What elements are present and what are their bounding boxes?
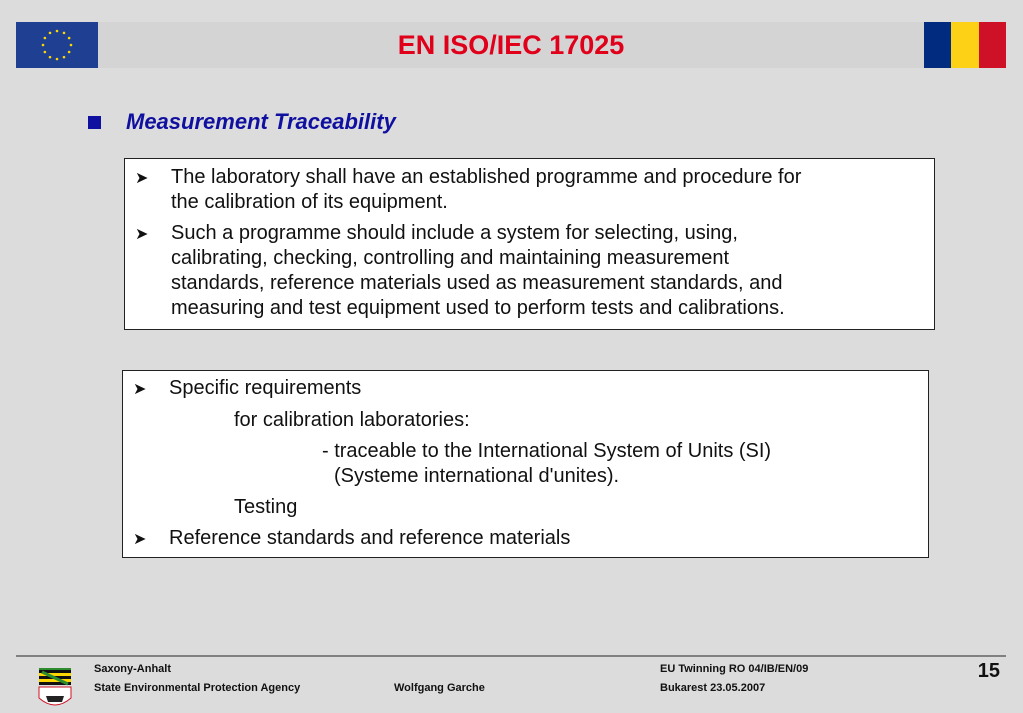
eu-star [44,51,47,54]
list-item [133,526,918,552]
arrow-bullet-icon: ➤ [135,226,149,243]
section-heading: Measurement Traceability [126,109,396,134]
footer-org-name: Saxony-Anhalt [94,663,172,675]
list-item [135,221,924,321]
text-line: the calibration of its equipment. [171,191,448,213]
flag-stripe-blue [924,22,951,68]
arrow-bullet-icon: ➤ [133,531,147,548]
sub-item: Testing [234,496,298,518]
eu-star [49,32,52,35]
footer-divider [16,655,1006,657]
text-line: measuring and test equipment used to perform tests and calibrations. [171,297,785,319]
requirements-box [124,158,935,330]
eu-star [49,56,52,59]
eu-star [63,32,66,35]
flag-stripe-yellow [951,22,978,68]
text-line: The laboratory shall have an established programme and procedure for [171,166,802,188]
eu-star [68,37,71,40]
text-line: Such a programme should include a system for selecting, using, [171,222,738,244]
text-line: Reference standards and reference materials [169,527,571,549]
romania-flag-icon [924,22,1006,68]
slide-title: EN ISO/IEC 17025 [397,30,625,60]
eu-star [44,37,47,40]
eu-flag-icon [16,22,98,68]
sub-item: for calibration laboratories: [234,409,470,431]
sub-item: - traceable to the International System of Units (SI) [322,440,772,462]
flag-stripe-red [979,22,1006,68]
section-bullet-icon [88,116,101,129]
text-line: standards, reference materials used as measurement standards, and [171,272,783,294]
eu-star [70,44,73,47]
eu-star [56,30,59,33]
coat-of-arms-icon [38,668,72,708]
footer-project: EU Twinning RO 04/IB/EN/09 [660,663,809,675]
footer-agency: State Environmental Protection Agency [94,682,301,694]
eu-star [42,44,45,47]
footer-author: Wolfgang Garche [394,682,485,694]
text-line: calibrating, checking, controlling and maintaining measurement [171,247,730,269]
arrow-bullet-icon: ➤ [135,170,149,187]
footer-place-date: Bukarest 23.05.2007 [660,682,766,694]
eu-star [68,51,71,54]
eu-star [63,56,66,59]
list-item [135,165,924,215]
sub-item: (Systeme international d'unites). [334,465,620,487]
page-number: 15 [977,660,1000,682]
text-line: Specific requirements [169,377,362,399]
specific-requirements-box [122,370,929,558]
arrow-bullet-icon: ➤ [133,381,147,398]
list-item [133,376,918,402]
eu-star [56,58,59,61]
